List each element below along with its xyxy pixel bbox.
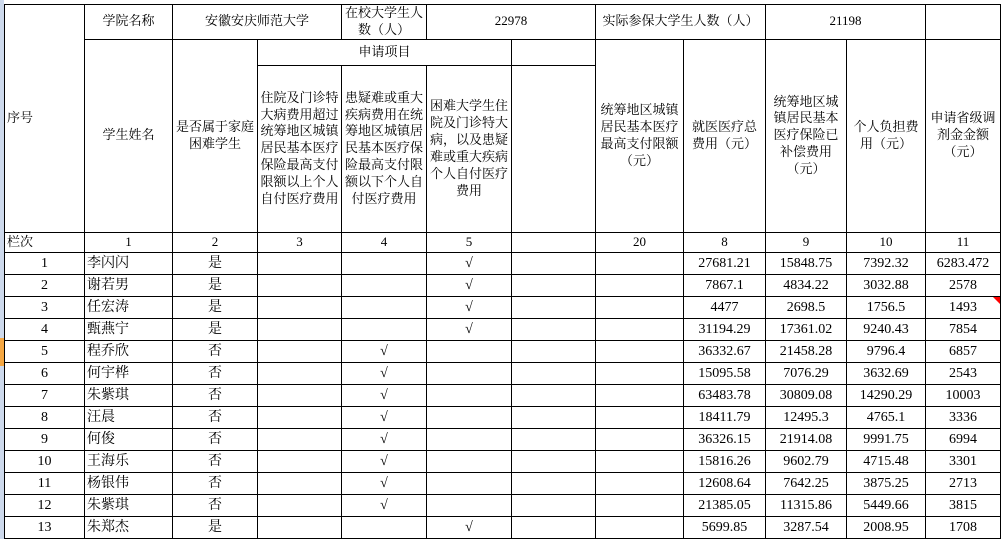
cell-seq[interactable]: 4	[5, 318, 85, 340]
cell-poor-status[interactable]: 否	[173, 384, 258, 406]
cell-student-name[interactable]: 朱郑杰	[85, 516, 173, 538]
cell-poor-status[interactable]: 否	[173, 494, 258, 516]
cell-reimbursed-cost[interactable]: 30809.08	[766, 384, 847, 406]
cell-seq[interactable]: 12	[5, 494, 85, 516]
cell-seq[interactable]: 10	[5, 450, 85, 472]
cell-payment-cap[interactable]	[596, 362, 684, 384]
header-insured-count-label[interactable]: 实际参保大学生人数（人）	[596, 5, 766, 40]
header-college-name[interactable]: 安徽安庆师范大学	[173, 5, 342, 40]
cell-requested-subsidy[interactable]: 6857	[926, 340, 1001, 362]
cell-item-under-cap-check[interactable]: √	[342, 494, 427, 516]
cell-personal-cost[interactable]: 9240.43	[847, 318, 926, 340]
colnum-cell[interactable]: 9	[766, 232, 847, 252]
cell-requested-subsidy[interactable]: 1708	[926, 516, 1001, 538]
cell-item-over-cap[interactable]	[258, 318, 342, 340]
cell-item-poor-check[interactable]: √	[427, 516, 512, 538]
cell-personal-cost[interactable]: 1756.5	[847, 296, 926, 318]
cell-item-under-cap-check[interactable]: √	[342, 406, 427, 428]
table-row	[5, 406, 1001, 428]
cell-seq[interactable]: 6	[5, 362, 85, 384]
cell-personal-cost[interactable]: 3632.69	[847, 362, 926, 384]
cell-student-name[interactable]: 杨银伟	[85, 472, 173, 494]
cell-payment-cap[interactable]	[596, 472, 684, 494]
header-apply-items[interactable]: 申请项目	[258, 39, 512, 65]
cell-item-poor-check[interactable]	[427, 384, 512, 406]
cell-reimbursed-cost[interactable]: 17361.02	[766, 318, 847, 340]
cell-student-name[interactable]: 朱紫琪	[85, 384, 173, 406]
cell-blank[interactable]	[512, 450, 596, 472]
cell-item-under-cap-check[interactable]	[342, 274, 427, 296]
cell-seq[interactable]: 13	[5, 516, 85, 538]
comment-indicator	[993, 297, 1000, 304]
cell-item-under-cap-check[interactable]: √	[342, 428, 427, 450]
cell-personal-cost[interactable]: 14290.29	[847, 384, 926, 406]
cell-reimbursed-cost[interactable]: 15848.75	[766, 252, 847, 274]
cell-item-over-cap[interactable]	[258, 450, 342, 472]
cell-payment-cap[interactable]	[596, 406, 684, 428]
header-student-name[interactable]: 学生姓名	[85, 39, 173, 232]
cell-blank[interactable]	[512, 340, 596, 362]
header-item-poor-students[interactable]: 困难大学生住院及门诊特大病，以及患疑难或重大疾病个人自付医疗费用	[427, 65, 512, 232]
cell-blank[interactable]	[512, 516, 596, 538]
cell-item-over-cap[interactable]	[258, 384, 342, 406]
header-total-medical-cost[interactable]: 就医医疗总费用（元）	[684, 39, 766, 232]
cell-seq[interactable]: 2	[5, 274, 85, 296]
cell-item-poor-check[interactable]	[427, 450, 512, 472]
cell-item-under-cap-check[interactable]	[342, 296, 427, 318]
cell-blank[interactable]	[512, 406, 596, 428]
cell-requested-subsidy[interactable]: 3815	[926, 494, 1001, 516]
cell-blank[interactable]	[512, 296, 596, 318]
cell-requested-subsidy[interactable]: 2543	[926, 362, 1001, 384]
cell-blank[interactable]	[512, 428, 596, 450]
cell-blank[interactable]	[512, 384, 596, 406]
cell-requested-subsidy[interactable]: 3336	[926, 406, 1001, 428]
cell-total-medical-cost[interactable]: 7867.1	[684, 274, 766, 296]
cell-personal-cost[interactable]: 3032.88	[847, 274, 926, 296]
header-reimbursed-cost[interactable]: 统筹地区城镇居民基本医疗保险已补偿费用（元）	[766, 39, 847, 232]
cell-poor-status[interactable]: 是	[173, 318, 258, 340]
table-row	[5, 450, 1001, 472]
cell-poor-status[interactable]: 是	[173, 516, 258, 538]
cell-poor-status[interactable]: 是	[173, 296, 258, 318]
table-row	[5, 384, 1001, 406]
cell-personal-cost[interactable]: 4765.1	[847, 406, 926, 428]
colnum-cell[interactable]	[512, 232, 596, 252]
cell-payment-cap[interactable]	[596, 340, 684, 362]
cell-item-over-cap[interactable]	[258, 472, 342, 494]
colnum-cell[interactable]: 11	[926, 232, 1001, 252]
cell-payment-cap[interactable]	[596, 252, 684, 274]
cell-personal-cost[interactable]: 3875.25	[847, 472, 926, 494]
colnum-cell[interactable]: 5	[427, 232, 512, 252]
header-insured-count-value[interactable]: 21198	[766, 5, 926, 40]
empty-cell[interactable]	[926, 5, 1001, 40]
cell-payment-cap[interactable]	[596, 384, 684, 406]
cell-item-poor-check[interactable]	[427, 472, 512, 494]
cell-requested-subsidy[interactable]: 7854	[926, 318, 1001, 340]
cell-total-medical-cost[interactable]: 18411.79	[684, 406, 766, 428]
cell-item-over-cap[interactable]	[258, 274, 342, 296]
cell-seq[interactable]: 3	[5, 296, 85, 318]
cell-poor-status[interactable]: 是	[173, 252, 258, 274]
cell-reimbursed-cost[interactable]: 21914.08	[766, 428, 847, 450]
cell-blank[interactable]	[512, 318, 596, 340]
cell-item-poor-check[interactable]	[427, 406, 512, 428]
cell-student-name[interactable]: 朱紫琪	[85, 494, 173, 516]
colnum-cell[interactable]: 10	[847, 232, 926, 252]
cell-seq[interactable]: 11	[5, 472, 85, 494]
cell-blank[interactable]	[512, 274, 596, 296]
cell-requested-subsidy[interactable]: 3301	[926, 450, 1001, 472]
cell-poor-status[interactable]: 否	[173, 362, 258, 384]
cell-total-medical-cost[interactable]: 15095.58	[684, 362, 766, 384]
cell-requested-subsidy[interactable]: 6283.472	[926, 252, 1001, 274]
cell-payment-cap[interactable]	[596, 274, 684, 296]
cell-total-medical-cost[interactable]: 12608.64	[684, 472, 766, 494]
cell-item-poor-check[interactable]: √	[427, 318, 512, 340]
colnum-cell[interactable]: 2	[173, 232, 258, 252]
cell-item-over-cap[interactable]	[258, 494, 342, 516]
cell-poor-status[interactable]: 否	[173, 340, 258, 362]
colnum-cell[interactable]: 4	[342, 232, 427, 252]
cell-item-poor-check[interactable]	[427, 340, 512, 362]
cell-student-name[interactable]: 王海乐	[85, 450, 173, 472]
cell-student-name[interactable]: 汪晨	[85, 406, 173, 428]
cell-item-poor-check[interactable]: √	[427, 252, 512, 274]
table-row	[5, 428, 1001, 450]
cell-payment-cap[interactable]	[596, 450, 684, 472]
table-row	[5, 472, 1001, 494]
cell-payment-cap[interactable]	[596, 318, 684, 340]
cell-item-over-cap[interactable]	[258, 428, 342, 450]
cell-item-under-cap-check[interactable]: √	[342, 384, 427, 406]
cell-personal-cost[interactable]: 7392.32	[847, 252, 926, 274]
cell-blank[interactable]	[512, 362, 596, 384]
header-college-label[interactable]: 学院名称	[85, 5, 173, 40]
cell-total-medical-cost[interactable]: 21385.05	[684, 494, 766, 516]
cell-item-under-cap-check[interactable]: √	[342, 362, 427, 384]
cell-item-under-cap-check[interactable]: √	[342, 472, 427, 494]
cell-item-under-cap-check[interactable]: √	[342, 340, 427, 362]
cell-requested-subsidy[interactable]: 2578	[926, 274, 1001, 296]
header-payment-cap[interactable]: 统筹地区城镇居民基本医疗最高支付限额（元）	[596, 39, 684, 232]
cell-total-medical-cost[interactable]: 36332.67	[684, 340, 766, 362]
cell-requested-subsidy[interactable]: 1493	[926, 296, 1001, 318]
cell-requested-subsidy[interactable]: 6994	[926, 428, 1001, 450]
cell-item-under-cap-check[interactable]: √	[342, 450, 427, 472]
cell-student-name[interactable]: 李闪闪	[85, 252, 173, 274]
table-row	[5, 252, 1001, 274]
table-row	[5, 296, 1001, 318]
cell-blank[interactable]	[512, 252, 596, 274]
colnum-cell[interactable]: 1	[85, 232, 173, 252]
cell-payment-cap[interactable]	[596, 516, 684, 538]
cell-personal-cost[interactable]: 5449.66	[847, 494, 926, 516]
cell-payment-cap[interactable]	[596, 494, 684, 516]
empty-cell[interactable]	[512, 39, 596, 65]
cell-total-medical-cost[interactable]: 27681.21	[684, 252, 766, 274]
cell-seq[interactable]: 5	[5, 340, 85, 362]
cell-seq[interactable]: 1	[5, 252, 85, 274]
cell-blank[interactable]	[512, 494, 596, 516]
medical-subsidy-table	[4, 4, 1001, 539]
cell-poor-status[interactable]: 否	[173, 450, 258, 472]
cell-poor-status[interactable]: 否	[173, 428, 258, 450]
header-item-under-cap[interactable]: 患疑难或重大疾病费用在统筹地区城镇居民基本医疗保险最高支付限额以下个人自付医疗费用	[342, 65, 427, 232]
cell-item-over-cap[interactable]	[258, 340, 342, 362]
table-row	[5, 274, 1001, 296]
cell-reimbursed-cost[interactable]: 3287.54	[766, 516, 847, 538]
table-row	[5, 340, 1001, 362]
header-seq[interactable]: 序号	[5, 5, 85, 233]
header-enrolled-count-value[interactable]: 22978	[427, 5, 596, 40]
cell-personal-cost[interactable]: 4715.48	[847, 450, 926, 472]
cell-item-over-cap[interactable]	[258, 362, 342, 384]
header-personal-cost[interactable]: 个人负担费用（元）	[847, 39, 926, 232]
cell-student-name[interactable]: 任宏涛	[85, 296, 173, 318]
cell-payment-cap[interactable]	[596, 296, 684, 318]
empty-cell[interactable]	[512, 65, 596, 232]
cell-reimbursed-cost[interactable]: 2698.5	[766, 296, 847, 318]
cell-student-name[interactable]: 何俊	[85, 428, 173, 450]
cell-total-medical-cost[interactable]: 5699.85	[684, 516, 766, 538]
colnum-cell[interactable]: 3	[258, 232, 342, 252]
table-row	[5, 362, 1001, 384]
cell-reimbursed-cost[interactable]: 12495.3	[766, 406, 847, 428]
cell-item-poor-check[interactable]	[427, 362, 512, 384]
cell-item-under-cap-check[interactable]	[342, 252, 427, 274]
cell-poor-status[interactable]: 否	[173, 406, 258, 428]
cell-item-under-cap-check[interactable]	[342, 516, 427, 538]
cell-blank[interactable]	[512, 472, 596, 494]
header-requested-subsidy[interactable]: 申请省级调剂金金额（元）	[926, 39, 1001, 232]
header-enrolled-count-label[interactable]: 在校大学生人数（人）	[342, 5, 427, 40]
cell-requested-subsidy[interactable]: 10003	[926, 384, 1001, 406]
cell-student-name[interactable]: 何宇桦	[85, 362, 173, 384]
colnum-cell[interactable]: 20	[596, 232, 684, 252]
cell-seq[interactable]: 7	[5, 384, 85, 406]
cell-student-name[interactable]: 谢若男	[85, 274, 173, 296]
cell-poor-status[interactable]: 是	[173, 274, 258, 296]
table-row	[5, 318, 1001, 340]
cell-payment-cap[interactable]	[596, 428, 684, 450]
cell-student-name[interactable]: 甄燕宁	[85, 318, 173, 340]
cell-reimbursed-cost[interactable]: 7642.25	[766, 472, 847, 494]
cell-item-poor-check[interactable]: √	[427, 274, 512, 296]
cell-seq[interactable]: 8	[5, 406, 85, 428]
cell-item-poor-check[interactable]	[427, 494, 512, 516]
cell-reimbursed-cost[interactable]: 21458.28	[766, 340, 847, 362]
cell-item-poor-check[interactable]	[427, 428, 512, 450]
table-body	[5, 252, 1001, 538]
cell-personal-cost[interactable]: 9991.75	[847, 428, 926, 450]
cell-total-medical-cost[interactable]: 15816.26	[684, 450, 766, 472]
cell-student-name[interactable]: 程乔欣	[85, 340, 173, 362]
cell-reimbursed-cost[interactable]: 7076.29	[766, 362, 847, 384]
cell-total-medical-cost[interactable]: 31194.29	[684, 318, 766, 340]
cell-personal-cost[interactable]: 9796.4	[847, 340, 926, 362]
cell-reimbursed-cost[interactable]: 4834.22	[766, 274, 847, 296]
cell-seq[interactable]: 9	[5, 428, 85, 450]
table-row	[5, 494, 1001, 516]
cell-item-over-cap[interactable]	[258, 516, 342, 538]
cell-total-medical-cost[interactable]: 4477	[684, 296, 766, 318]
cell-personal-cost[interactable]: 2008.95	[847, 516, 926, 538]
cell-reimbursed-cost[interactable]: 9602.79	[766, 450, 847, 472]
cell-total-medical-cost[interactable]: 63483.78	[684, 384, 766, 406]
cell-item-poor-check[interactable]: √	[427, 296, 512, 318]
cell-item-over-cap[interactable]	[258, 296, 342, 318]
colnum-cell[interactable]: 8	[684, 232, 766, 252]
cell-item-over-cap[interactable]	[258, 406, 342, 428]
cell-total-medical-cost[interactable]: 36326.15	[684, 428, 766, 450]
cell-item-over-cap[interactable]	[258, 252, 342, 274]
cell-poor-status[interactable]: 否	[173, 472, 258, 494]
header-poor-status[interactable]: 是否属于家庭困难学生	[173, 39, 258, 232]
header-item-over-cap[interactable]: 住院及门诊特大病费用超过统筹地区城镇居民基本医疗保险最高支付限额以上个人自付医疗费用	[258, 65, 342, 232]
cell-requested-subsidy[interactable]: 2713	[926, 472, 1001, 494]
colnum-label[interactable]: 栏次	[5, 232, 85, 252]
cell-reimbursed-cost[interactable]: 11315.86	[766, 494, 847, 516]
cell-item-under-cap-check[interactable]	[342, 318, 427, 340]
table-row	[5, 516, 1001, 538]
